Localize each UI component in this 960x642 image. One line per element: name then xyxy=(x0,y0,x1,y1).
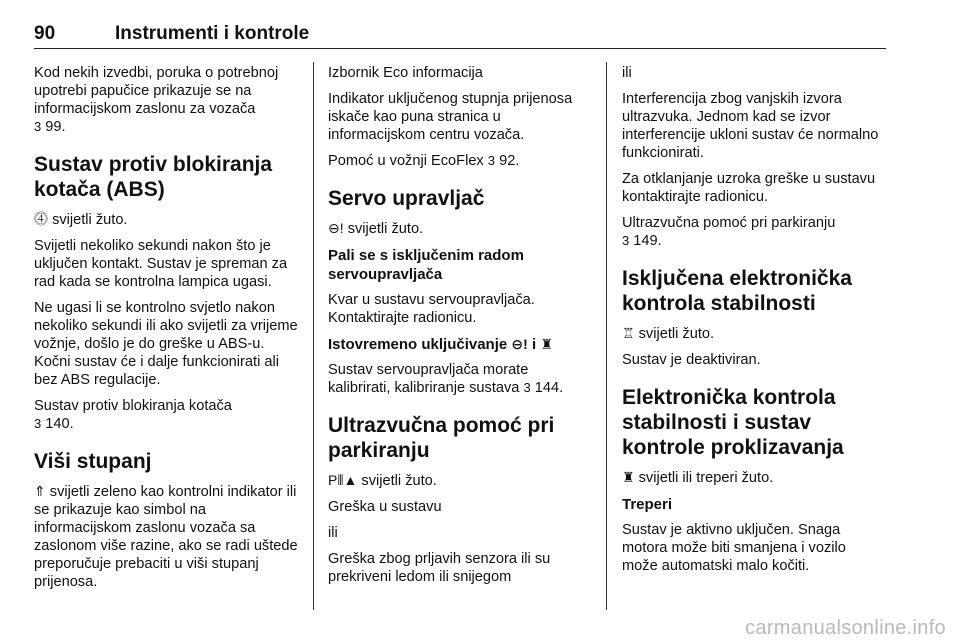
servo-icon: ⊖! xyxy=(511,336,528,352)
abs-icon: ⓸ xyxy=(34,211,48,227)
heading-esc: Elektronička kontrola stabilnosti i sustav kontrole proklizavanja xyxy=(622,386,844,459)
page-ref-icon: 3 xyxy=(622,233,630,248)
simultaneous-paragraph: Sustav servoupravljača morate kalibrirati, kalibriranje sustava 3 144. xyxy=(328,362,564,396)
esc-off-indicator-line: ♖ svijetli žuto. xyxy=(622,325,715,342)
page-ref-icon: 3 xyxy=(34,416,42,431)
gear-up-icon: ⇑ xyxy=(34,483,46,499)
esc-off-icon: ♖ xyxy=(622,325,635,341)
heading-abs: Sustav protiv blokiranja kotača (ABS) xyxy=(34,153,273,201)
page-ref: 99. xyxy=(45,119,66,135)
abs-paragraph-2: Ne ugasi li se kontrolno svjetlo nakon nekoliko sekundi ili ako svijetli za vrijeme vožnje, došlo je do greške u ABS-u. Kočni sustav će i dalje funkcionirati ali bez ABS regulacije. xyxy=(34,300,298,388)
column-3 xyxy=(622,64,880,583)
esc-icon: ♜ xyxy=(540,336,553,352)
intro-paragraph: Kod nekih izvedbi, poruka o potrebnoj upotrebi papučice prikazuje se na informacijskom zaslonu za vozača 3 99. xyxy=(34,65,279,135)
abs-paragraph-3: Sustav protiv blokiranja kotača 3 140. xyxy=(34,398,232,432)
abs-paragraph-1: Svijetli nekoliko sekundi nakon što je uključen kontakt. Sustav je spreman za rad kada se kontrolna lampica ugasi. xyxy=(34,238,288,290)
park-paragraph-2: ili xyxy=(328,525,338,541)
column-2 xyxy=(328,64,592,594)
gear-indicator-paragraph: Indikator uključenog stupnja prijenosa iskače kao puna stranica u informacijskom centru vozača. xyxy=(328,91,573,143)
page-ref: 92. xyxy=(499,153,520,169)
servo-icon: ⊖! xyxy=(328,220,344,236)
ecoflex-paragraph: Pomoć u vožnji EcoFlex 3 92. xyxy=(328,153,520,169)
park-paragraph-3: Greška zbog prljavih senzora ili su prekriveni ledom ili snijegom xyxy=(328,551,551,585)
watermark: carmanualsonline.info xyxy=(745,617,946,639)
header-divider xyxy=(34,48,886,49)
park-paragraph-1: Greška u sustavu xyxy=(328,499,442,515)
column-divider-2 xyxy=(606,62,607,610)
park-assist-ref-paragraph: Ultrazvučna pomoć pri parkiranju 3 149. xyxy=(622,215,836,249)
park-indicator-line: P⦀▲ svijetli žuto. xyxy=(328,472,437,489)
blink-paragraph: Sustav je aktivno uključen. Snaga motora može biti smanjena i vozilo može automatski malo kočiti. xyxy=(622,522,846,574)
page-title: Instrumenti i kontrole xyxy=(115,23,310,44)
abs-indicator-line: ⓸ svijetli žuto. xyxy=(34,211,128,228)
park-assist-icon: P⦀▲ xyxy=(328,472,358,488)
heading-park-assist: Ultrazvučna pomoć pri parkiranju xyxy=(328,414,555,462)
heading-blink: Treperi xyxy=(622,496,673,513)
column-1 xyxy=(34,64,302,599)
servo-indicator-line: ⊖! svijetli žuto. xyxy=(328,220,424,237)
heading-simultaneous: Istovremeno uključivanje ⊖! i ♜ xyxy=(328,336,553,353)
heading-servo-off: Pali se s isključenim radom servoupravljača xyxy=(328,247,524,283)
heading-esc-off: Isključena elektronička kontrola stabilnosti xyxy=(622,267,852,315)
page-ref: 144. xyxy=(534,380,564,396)
page-ref-icon: 3 xyxy=(487,153,496,168)
or-paragraph: ili xyxy=(622,65,632,81)
esc-off-paragraph: Sustav je deaktiviran. xyxy=(622,352,761,368)
page-ref-icon: 3 xyxy=(34,119,42,134)
page-ref-icon: 3 xyxy=(523,380,531,395)
gear-paragraph: ⇑ svijetli zeleno kao kontrolni indikator ili se prikazuje kao simbol na informacijskom zaslonu vozača sa zaslonom više razine, ako se radi uštede preporučuje prebaciti u viši stupanj prijenosa. xyxy=(34,483,298,590)
esc-indicator-line: ♜ svijetli ili treperi žuto. xyxy=(622,469,774,486)
esc-icon: ♜ xyxy=(622,469,635,485)
contact-workshop-paragraph: Za otklanjanje uzroka greške u sustavu kontaktirajte radionicu. xyxy=(622,171,876,205)
interference-paragraph: Interferencija zbog vanjskih izvora ultrazvuka. Jednom kad se izvor interferencije ukloni sustav će normalno funkcionirati. xyxy=(622,91,879,161)
page-ref: 149. xyxy=(633,233,662,249)
column-divider-1 xyxy=(313,62,314,610)
page-number: 90 xyxy=(34,23,56,44)
heading-gear: Viši stupanj xyxy=(34,450,152,473)
heading-servo: Servo upravljač xyxy=(328,187,485,210)
page-header xyxy=(0,0,960,50)
eco-menu-paragraph: Izbornik Eco informacija xyxy=(328,65,483,81)
servo-off-paragraph: Kvar u sustavu servoupravljača. Kontaktirajte radionicu. xyxy=(328,292,535,326)
page-ref: 140. xyxy=(45,416,74,432)
